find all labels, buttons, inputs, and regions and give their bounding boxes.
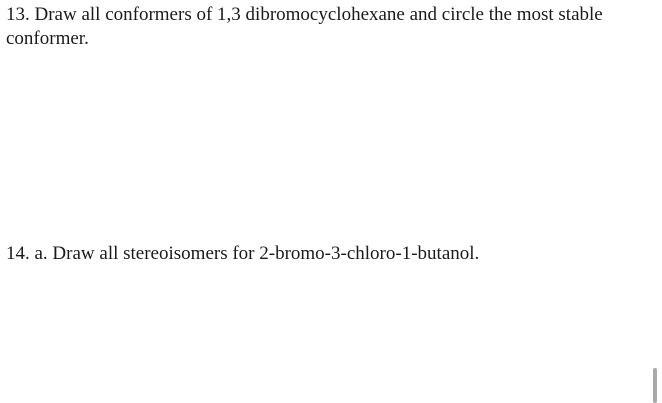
vertical-scrollbar-thumb[interactable]	[653, 368, 657, 403]
question-14a-text: 14. a. Draw all stereoisomers for 2-bromo-3-chloro-1-butanol.	[6, 243, 480, 264]
question-13-text: 13. Draw all conformers of 1,3 dibromocyclohexane and circle the most stable conformer.	[6, 4, 603, 49]
